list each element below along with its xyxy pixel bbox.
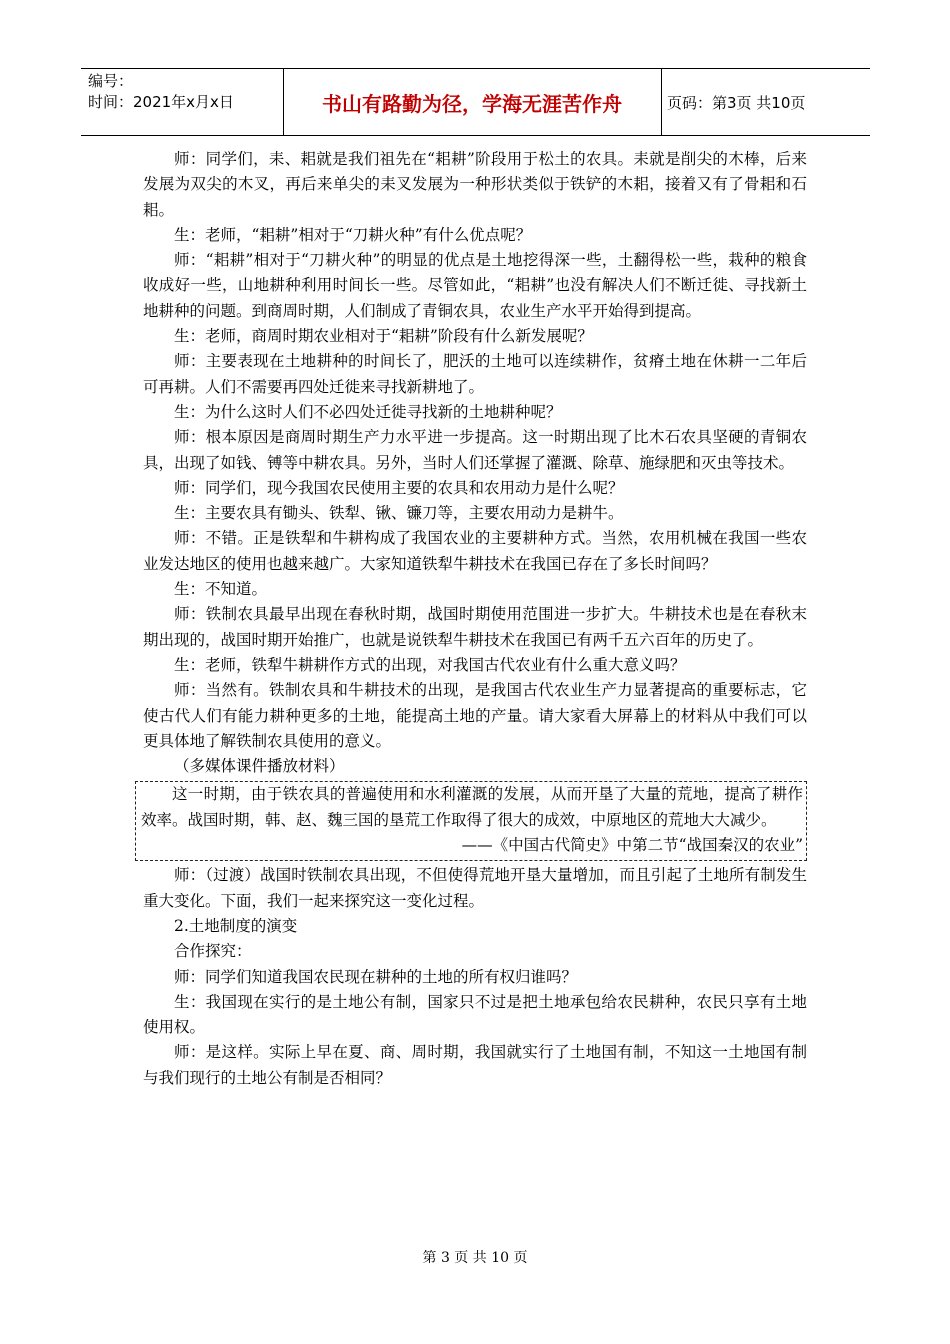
dialogue-paragraph: 生：为什么这时人们不必四处迁徙寻找新的土地耕种呢？ [174,402,562,421]
document-number-label: 编号： [88,72,134,90]
document-body [143,147,807,1091]
subsection-label: 合作探究： [174,942,252,961]
multimedia-note: （多媒体课件播放材料） [174,757,345,776]
quoted-material-box [135,781,807,861]
dialogue-paragraph: 生：主要农具有锄头、铁犁、锹、镰刀等，主要农用动力是耕牛。 [174,504,624,523]
dialogue-paragraph: 师：同学们，现今我国农民使用主要的农具和农用动力是什么呢？ [174,478,624,497]
header-motto: 书山有路勤为径，学海无涯苦作舟 [322,91,622,116]
dialogue-paragraph: 生：老师，商周时期农业相对于“耜耕”阶段有什么新发展呢？ [174,327,593,346]
document-time-label: 时间：2021年x月x日 [88,93,234,111]
dialogue-paragraph: 师：主要表现在土地耕种的时间长了，肥沃的土地可以连续耕作，贫瘠土地在休耕一二年后可再耕。人们不需要再四处迁徙来寻找新耕地了。 [143,352,807,396]
dialogue-paragraph: 师：（过渡）战国时铁制农具出现，不但使得荒地开垦大量增加，而且引起了土地所有制发生重大变化。下面，我们一起来探究这一变化过程。 [143,866,807,910]
quoted-material-source: ——《中国古代简史》中第二节“战国秦汉的农业” [461,836,803,855]
dialogue-paragraph: 师：不错。正是铁犁和牛耕构成了我国农业的主要耕种方式。当然，农用机械在我国一些农业发达地区的使用也越来越广。大家知道铁犁牛耕技术在我国已存在了多长时间吗？ [143,529,807,573]
dialogue-paragraph: 生：老师，铁犁牛耕耕作方式的出现，对我国古代农业有什么重大意义吗？ [174,655,686,674]
dialogue-paragraph: 生：不知道。 [174,580,268,599]
section-heading: 2.土地制度的演变 [174,916,298,935]
dialogue-paragraph: 生：我国现在实行的是土地公有制，国家只不过是把土地承包给农民耕种，农民只享有土地使用权。 [143,992,807,1037]
dialogue-paragraph: 师：当然有。铁制农具和牛耕技术的出现，是我国古代农业生产力显著提高的重要标志，它使古代人们有能力耕种更多的土地，能提高土地的产量。请大家看大屏幕上的材料从中我们可以更具体地了解铁制农具使用的意义。 [143,681,807,750]
dialogue-paragraph: 师：同学们，耒、耜就是我们祖先在“耜耕”阶段用于松土的农具。耒就是削尖的木棒，后来发展为双尖的木叉，再后来单尖的耒叉发展为一种形状类似于铁铲的木耜，接着又有了骨耜和石耜。 [143,150,807,219]
dialogue-paragraph: 师：铁制农具最早出现在春秋时期，战国时期使用范围进一步扩大。牛耕技术也是在春秋末期出现的，战国时期开始推广，也就是说铁犁牛耕技术在我国已有两千五六百年的历史了。 [143,605,807,649]
page-footer: 第 3 页 共 10 页 [422,1250,528,1266]
dialogue-paragraph: 师：“耜耕”相对于“刀耕火种”的明显的优点是土地挖得深一些，土翻得松一些，栽种的粮食收成好一些，山地耕种利用时间长一些。尽管如此，“耜耕”也没有解决人们不断迁徙、寻找新土地耕种的问题。到商周时期，人们制成了青铜农具，农业生产水平开始得到提高。 [143,251,807,320]
header-page-label: 页码：第3页 共10页 [667,93,806,112]
dialogue-paragraph: 师：根本原因是商周时期生产力水平进一步提高。这一时期出现了比木石农具坚硬的青铜农具，出现了如钱、镈等中耕农具。另外，当时人们还掌握了灌溉、除草、施绿肥和灭虫等技术。 [143,428,807,472]
header-meta [88,71,283,113]
dialogue-paragraph: 师：是这样。实际上早在夏、商、周时期，我国就实行了土地国有制，不知这一土地国有制与我们现行的土地公有制是否相同？ [143,1043,807,1087]
dialogue-paragraph: 生：老师，“耜耕”相对于“刀耕火种”有什么优点呢？ [174,225,532,244]
dialogue-paragraph: 师：同学们知道我国农民现在耕种的土地的所有权归谁吗？ [174,967,578,986]
quoted-material-text: 这一时期，由于铁农具的普遍使用和水利灌溉的发展，从而开垦了大量的荒地，提高了耕作效率。战国时期，韩、赵、魏三国的垦荒工作取得了很大的成效，中原地区的荒地大大减少。 [141,785,803,829]
page-header [81,68,870,136]
header-divider-right [661,69,662,135]
